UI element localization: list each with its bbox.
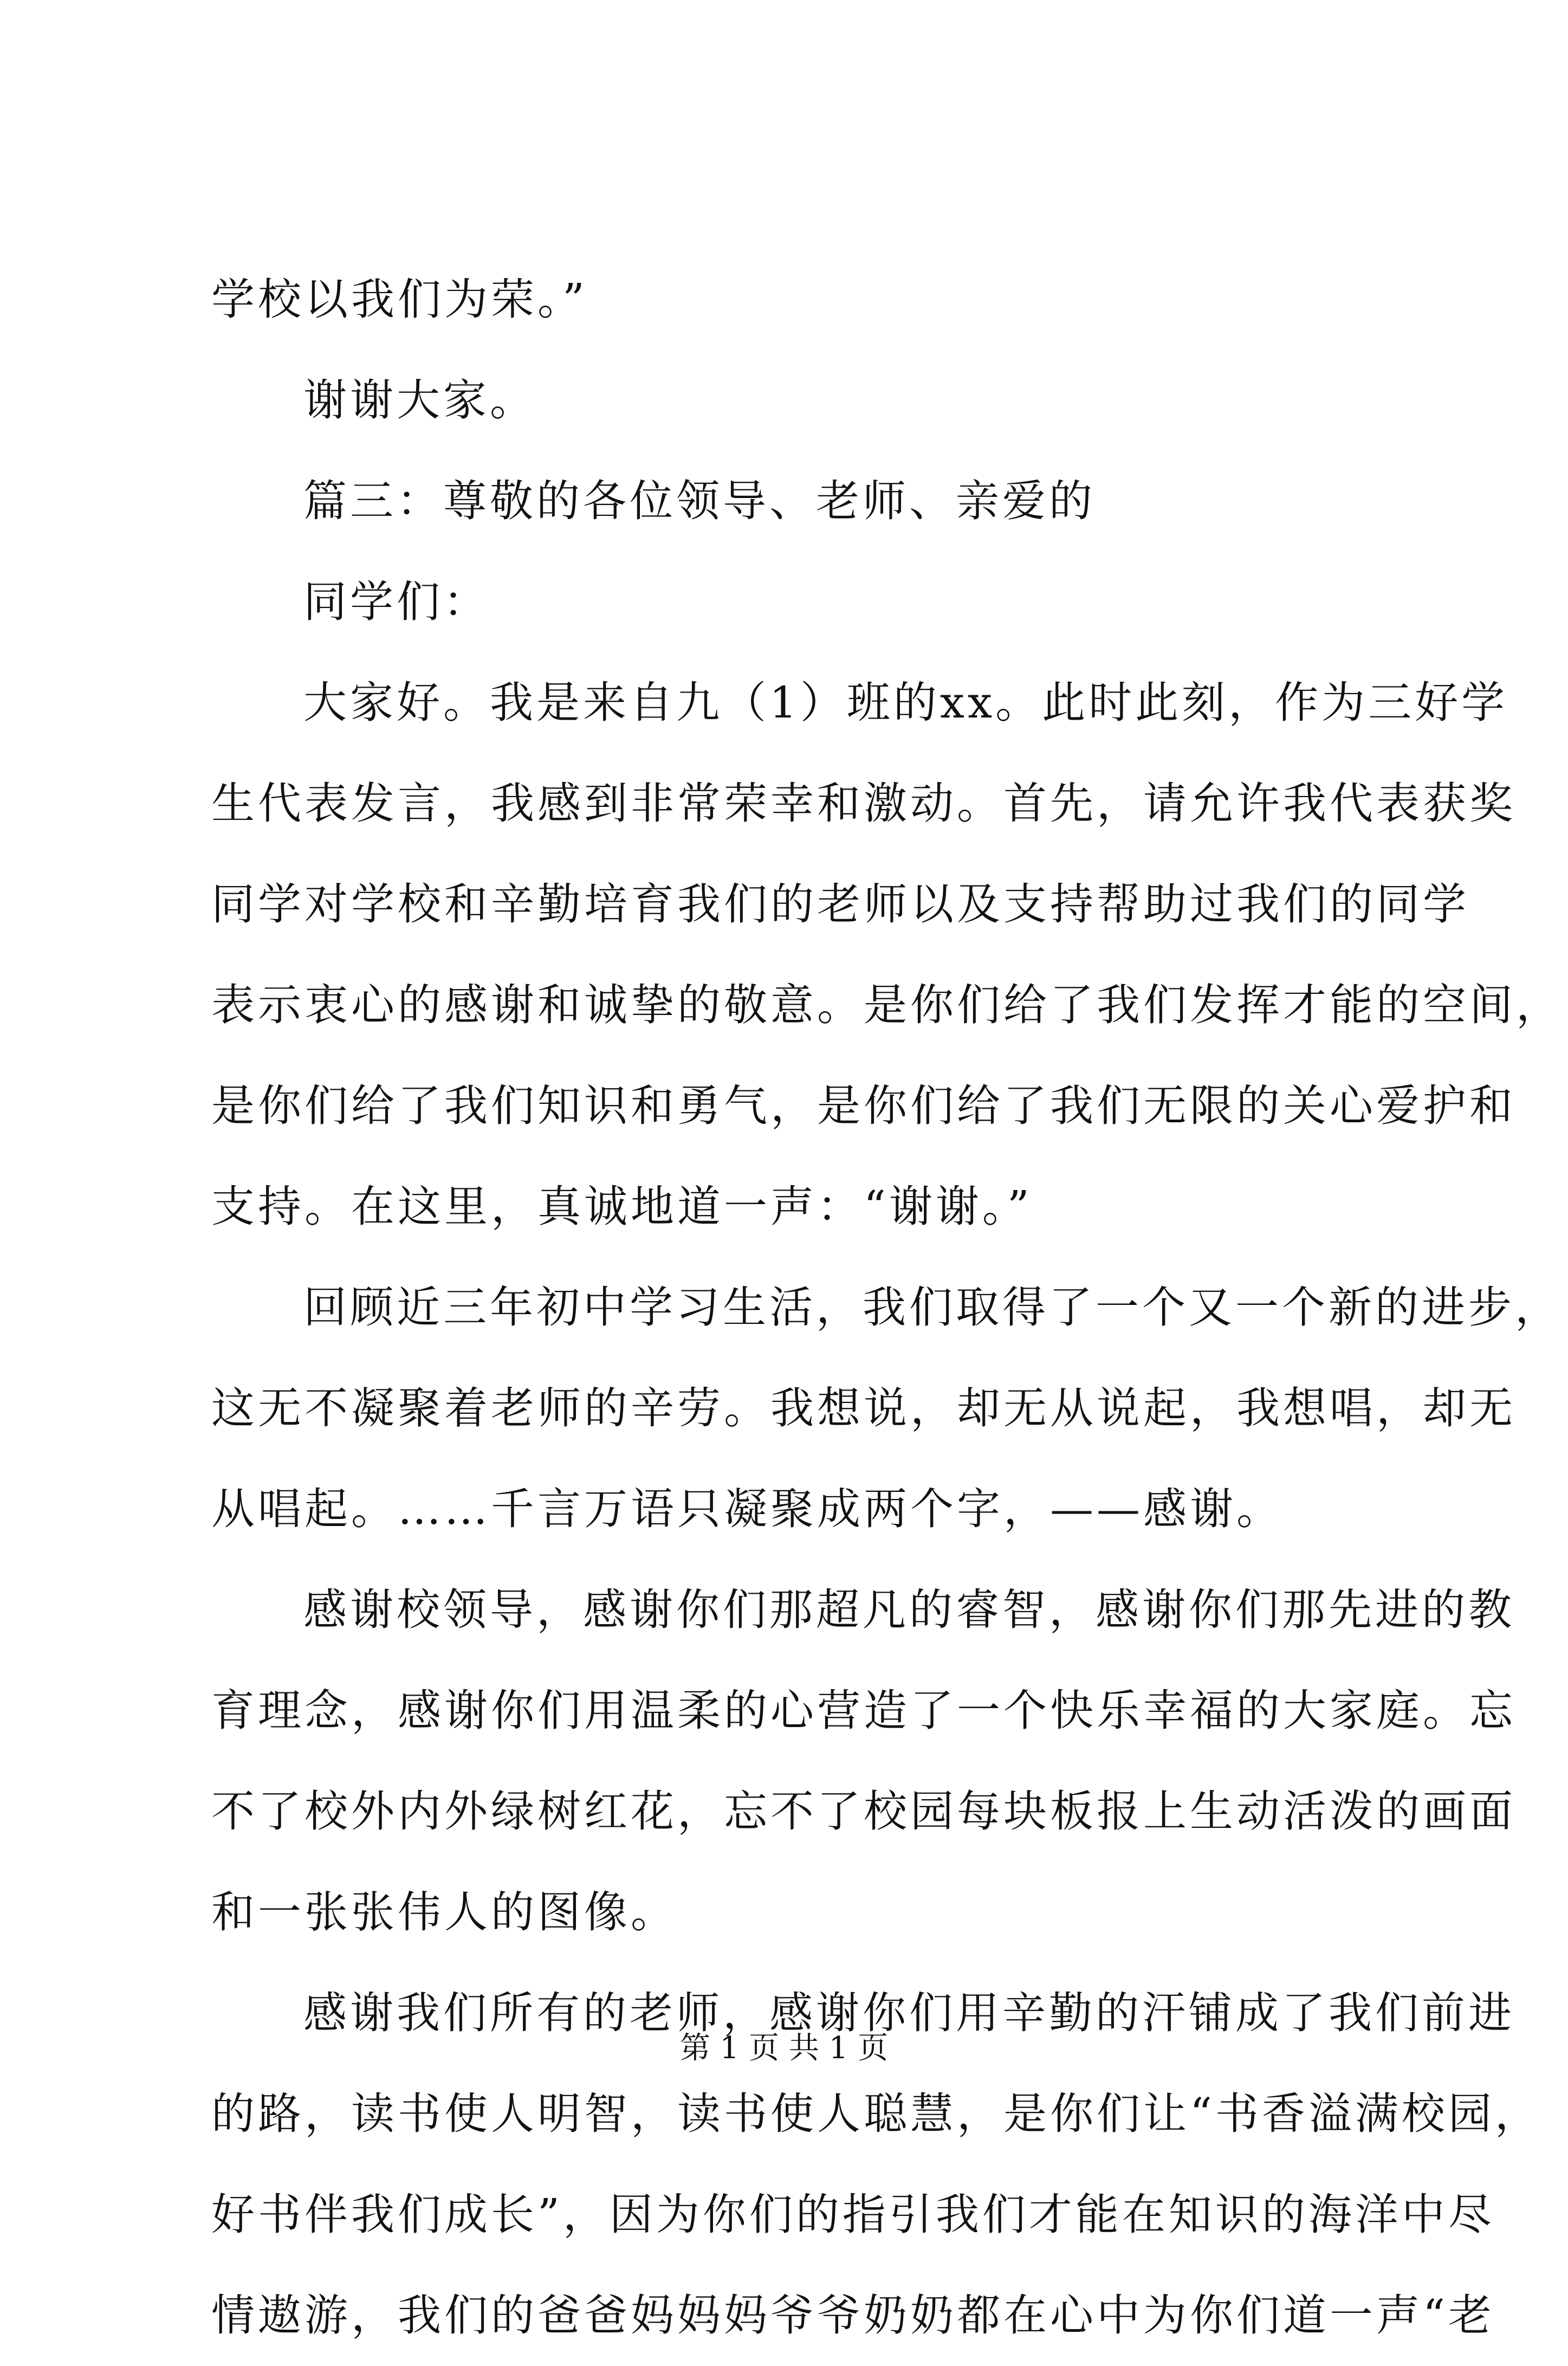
text-line: 回顾近三年初中学习生活，我们取得了一个又一个新的进步， [303,1282,1561,1333]
text-line: 不了校外内外绿树红花，忘不了校园每块板报上生动活泼的画面 [211,1786,1516,1837]
text-line: 大家好。我是来自九（1）班的xx。此时此刻，作为三好学 [303,677,1508,728]
text-line: 支持。在这里，真诚地道一声：“谢谢。” [211,1181,1033,1232]
text-line: 篇三：尊敬的各位领导、老师、亲爱的 [303,476,1096,526]
text-line: 情遨游，我们的爸爸妈妈妈爷爷奶奶都在心中为你们道一声“老 [211,2290,1495,2341]
text-line: 生代表发言，我感到非常荣幸和激动。首先，请允许我代表获奖 [211,778,1516,829]
page-footer: 第 1 页 共 1 页 [679,2031,889,2066]
text-line: 感谢我们所有的老师，感谢你们用辛勤的汗铺成了我们前进 [303,1988,1515,2038]
text-line: 从唱起。……千言万语只凝聚成两个字，——感谢。 [211,1484,1283,1534]
text-line: 的路，读书使人明智，读书使人聪慧，是你们让“书香溢满校园， [211,2089,1541,2139]
text-line: 同学们： [303,577,490,627]
text-line: 好书伴我们成长”，因为你们的指引我们才能在知识的海洋中尽 [211,2189,1495,2240]
text-line: 是你们给了我们知识和勇气，是你们给了我们无限的关心爱护和 [211,1081,1516,1131]
text-line: 同学对学校和辛勤培育我们的老师以及支持帮助过我们的同学 [211,879,1469,929]
text-line: 育理念，感谢你们用温柔的心营造了一个快乐幸福的大家庭。忘 [211,1685,1516,1736]
text-line: 谢谢大家。 [303,375,536,425]
text-line: 表示衷心的感谢和诚挚的敬意。是你们给了我们发挥才能的空间， [211,980,1563,1030]
text-line: 学校以我们为荣。” [211,274,588,325]
text-line: 感谢校领导，感谢你们那超凡的睿智，感谢你们那先进的教 [303,1585,1515,1635]
text-line: 和一张张伟人的图像。 [211,1887,677,1937]
text-line: 这无不凝聚着老师的辛劳。我想说，却无从说起，我想唱，却无 [211,1383,1516,1433]
